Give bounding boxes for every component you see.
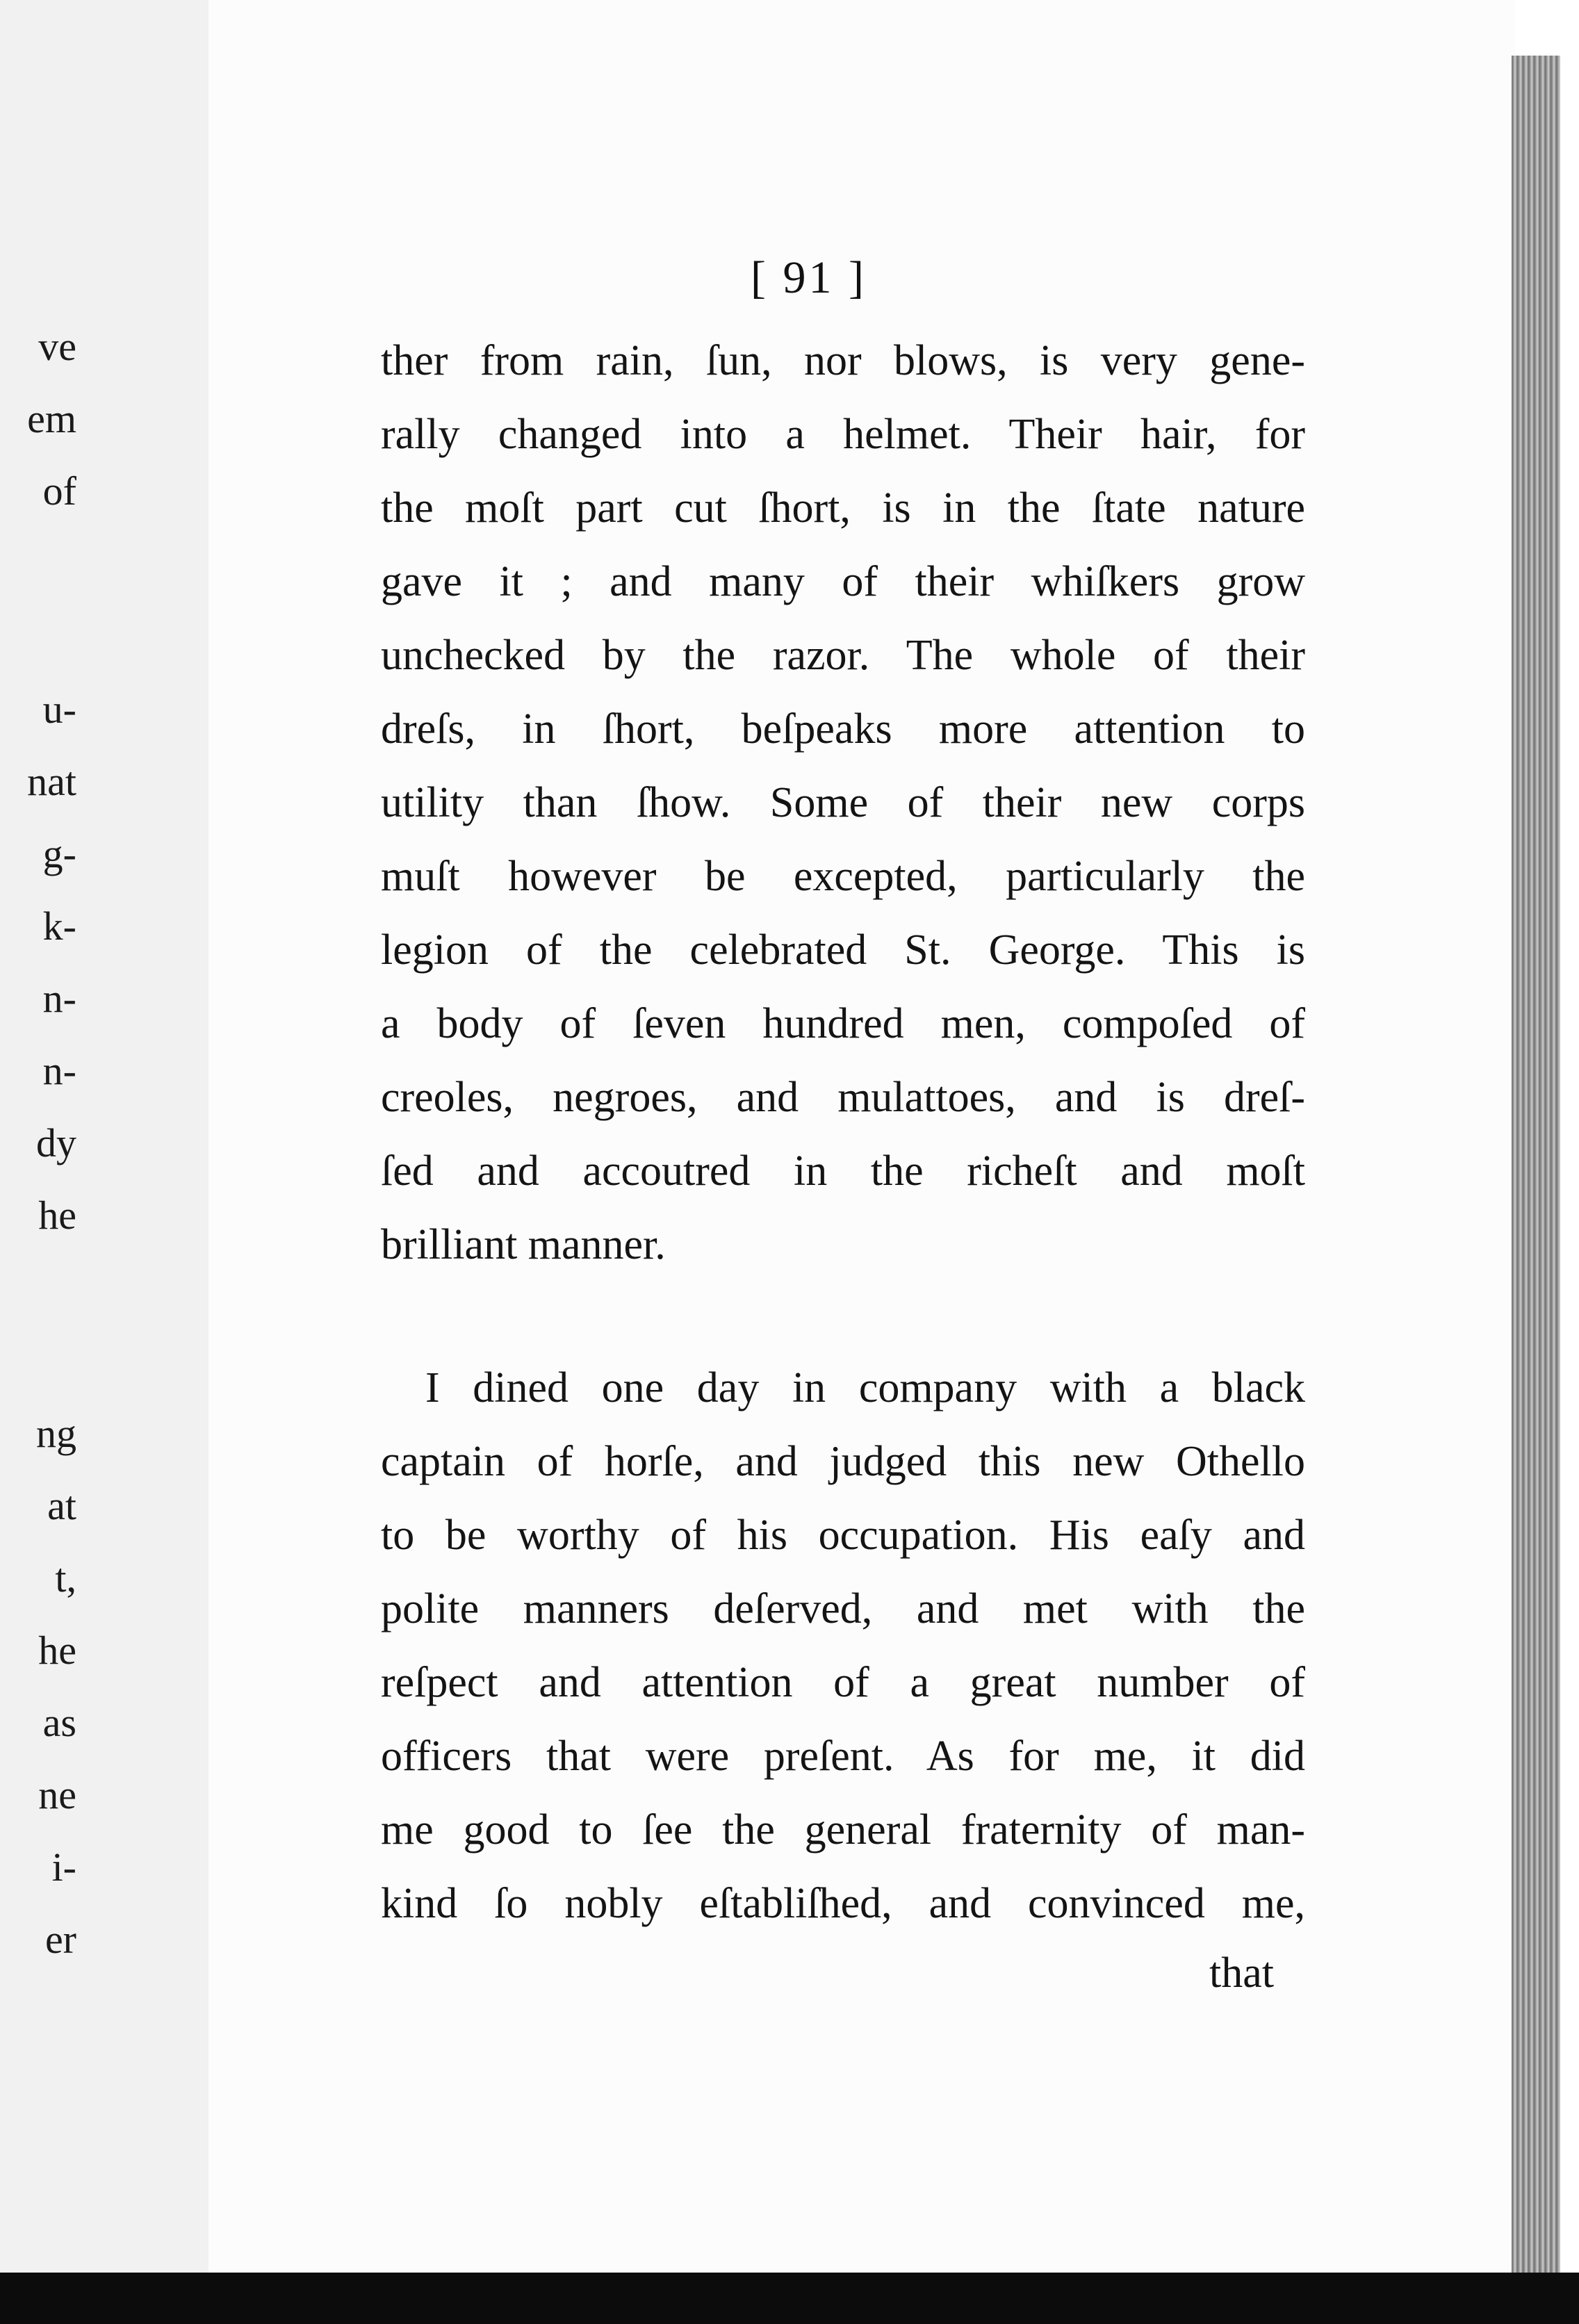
left-page-fragment: ve bbox=[38, 324, 76, 369]
text-line: me good to ſee the general fraternity of man- bbox=[381, 1806, 1305, 1854]
left-facing-page bbox=[0, 0, 208, 2280]
left-page-fragment: ng bbox=[36, 1411, 76, 1456]
catchword: that bbox=[1209, 1949, 1274, 1997]
text-line: creoles, negroes, and mulattoes, and is dreſ- bbox=[381, 1074, 1305, 1121]
text-line: ſed and accoutred in the richeſt and moſt bbox=[381, 1147, 1305, 1195]
left-page-fragment: k- bbox=[42, 903, 76, 949]
text-line: legion of the celebrated St. George. This is bbox=[381, 926, 1305, 974]
text-line: a body of ſeven hundred men, compoſed of bbox=[381, 1000, 1305, 1047]
left-page-fragment: at bbox=[47, 1483, 76, 1528]
left-page-fragment: em bbox=[27, 396, 76, 441]
text-line: to be worthy of his occupation. His eaſy and bbox=[381, 1512, 1305, 1559]
page-edge bbox=[1512, 56, 1560, 2273]
text-line: gave it ; and many of their whiſkers grow bbox=[381, 558, 1305, 605]
scan-bottom-border bbox=[0, 2273, 1579, 2324]
left-page-fragment: er bbox=[44, 1917, 76, 1962]
left-page-fragment: ne bbox=[38, 1772, 76, 1817]
text-line: reſpect and attention of a great number of bbox=[381, 1659, 1305, 1706]
left-page-fragment: as bbox=[42, 1700, 76, 1745]
left-page-fragment: n- bbox=[42, 1048, 76, 1093]
left-page-fragment: of bbox=[42, 468, 76, 514]
text-line: utility than ſhow. Some of their new corps bbox=[381, 779, 1305, 826]
left-page-fragment: nat bbox=[27, 759, 76, 804]
left-page-fragment: n- bbox=[42, 976, 76, 1021]
left-page-fragment: dy bbox=[36, 1120, 76, 1165]
left-page-fragment: g- bbox=[42, 831, 76, 876]
text-line: the moſt part cut ſhort, is in the ſtate nature bbox=[381, 484, 1305, 532]
left-page-fragment: t, bbox=[55, 1555, 76, 1601]
text-line: rally changed into a helmet. Their hair, for bbox=[381, 411, 1305, 458]
left-page-fragment: he bbox=[38, 1628, 76, 1673]
left-page-fragment: he bbox=[38, 1193, 76, 1238]
text-line: officers that were preſent. As for me, it did bbox=[381, 1733, 1305, 1780]
text-line: dreſs, in ſhort, beſpeaks more attention to bbox=[381, 705, 1305, 753]
text-line: muſt however be excepted, particularly the bbox=[381, 853, 1305, 900]
text-line: brilliant manner. bbox=[381, 1221, 666, 1268]
text-line: I dined one day in company with a black bbox=[425, 1364, 1305, 1411]
text-line: kind ſo nobly eſtabliſhed, and convinced me, bbox=[381, 1880, 1305, 1927]
left-page-fragment: u- bbox=[42, 687, 76, 732]
left-page-fragment: i- bbox=[51, 1844, 76, 1890]
text-line: ther from rain, ſun, nor blows, is very gene- bbox=[381, 337, 1305, 384]
text-line: polite manners deſerved, and met with the bbox=[381, 1585, 1305, 1632]
text-line: captain of horſe, and judged this new Othello bbox=[381, 1438, 1305, 1485]
text-line: unchecked by the razor. The whole of their bbox=[381, 632, 1305, 679]
page-number: [ 91 ] bbox=[751, 252, 867, 303]
